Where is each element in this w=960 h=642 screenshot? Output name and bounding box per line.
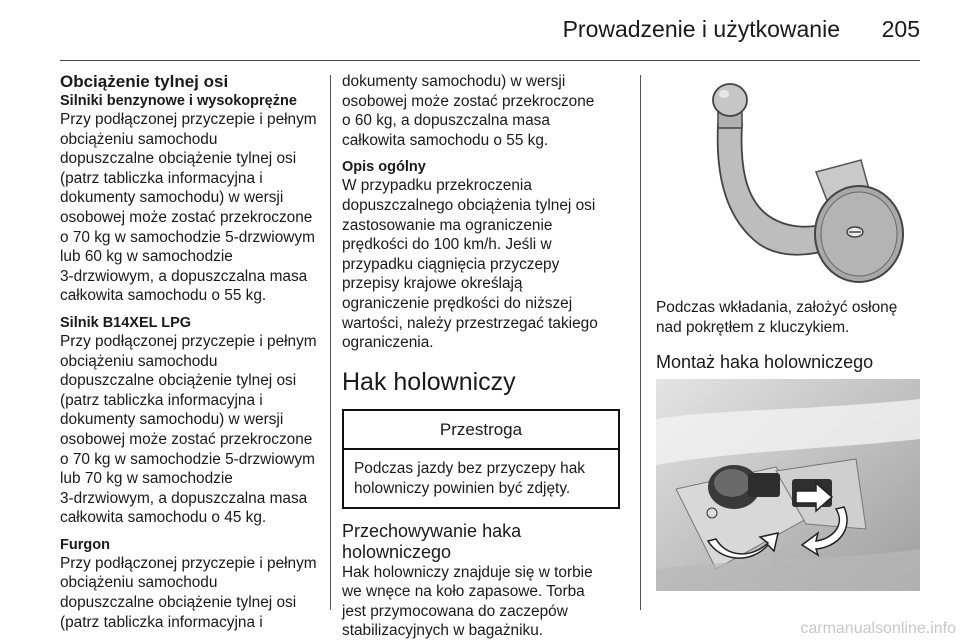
subheading-van: Furgon (60, 536, 110, 553)
subheading-lpg: Silnik B14XEL LPG (60, 314, 192, 331)
mounting-photo (656, 379, 920, 591)
column-divider-2 (640, 75, 641, 610)
paragraph-storage: Hak holowniczy znajduje się w torbie we wnęce na koło zapasowe. Torba jest przymocowana do zaczepów stabilizacyjnych w bagażniku. (342, 563, 593, 640)
paragraph-continuation: dokumenty samochodu) w wersji osobowej może zostać przekroczone o 60 kg, a dopuszczalna masa całkowita samochodu o 55 kg. (342, 73, 595, 149)
subheading-engines: Silniki benzynowe i wysokoprężne (60, 93, 297, 109)
heading-mounting: Montaż haka holowniczego (656, 352, 874, 373)
paragraph-lpg: Przy podłączonej przyczepie i pełnym obciążeniu samochodu dopuszczalne obciążenie tylnej osi (patrz tabliczka informacyjna i dokumenty samochodu) w wersji osobowej może zostać przekroczone o 70 kg w samochodzie 5-drzwiowym lub 70 kg w samochodzie 3-drzwiowym, a dopuszczalna masa całkowita samochodu o 45 kg. (60, 332, 317, 527)
warning-title: Przestroga (344, 411, 618, 451)
warning-box (342, 409, 620, 509)
heading-tow-hook: Hak holowniczy (342, 367, 516, 396)
column-divider-1 (330, 75, 331, 610)
watermark: carmanualsonline.info (800, 620, 956, 637)
paragraph-engines: Przy podłączonej przyczepie i pełnym obciążeniu samochodu dopuszczalne obciążenie tylnej osi (patrz tabliczka informacyjna i dokumenty samochodu) w wersji osobowej może zostać przekroczone o 70 kg w samochodzie 5-drzwiowym lub 60 kg w samochodzie 3-drzwiowym, a dopuszczalna masa całkowita samochodu o 55 kg. (60, 111, 317, 305)
page-number: 205 (881, 16, 920, 42)
header-rule (60, 60, 920, 61)
column-2 (342, 72, 624, 641)
subheading-general: Opis ogólny (342, 159, 426, 176)
column-1 (60, 72, 322, 632)
paragraph-van: Przy podłączonej przyczepie i pełnym obciążeniu samochodu dopuszczalne obciążenie tylnej osi (patrz tabliczka informacyjna i (60, 554, 317, 631)
section-title-rear-axle: Obciążenie tylnej osi (60, 72, 229, 91)
column-3 (656, 72, 920, 591)
illustration-caption: Podczas wkładania, założyć osłonę nad pokrętłem z kluczykiem. (656, 299, 898, 336)
running-header-title: Prowadzenie i użytkowanie (562, 16, 840, 42)
heading-storage: Przechowywanie haka holowniczego (342, 520, 522, 562)
paragraph-general: W przypadku przekroczenia dopuszczalnego obciążenia tylnej osi zastosowanie ma ograniczenie prędkości do 100 km/h. Jeśli w przypadku ciągnięcia przyczepy przepisy krajowe określają ograniczenie prędkości do niższej wartości, należy przestrzegać takiego ograniczenia. (342, 177, 598, 352)
tow-hook-illustration (656, 72, 920, 290)
warning-text: Podczas jazdy bez przyczepy hak holowniczy powinien być zdjęty. (354, 460, 585, 497)
